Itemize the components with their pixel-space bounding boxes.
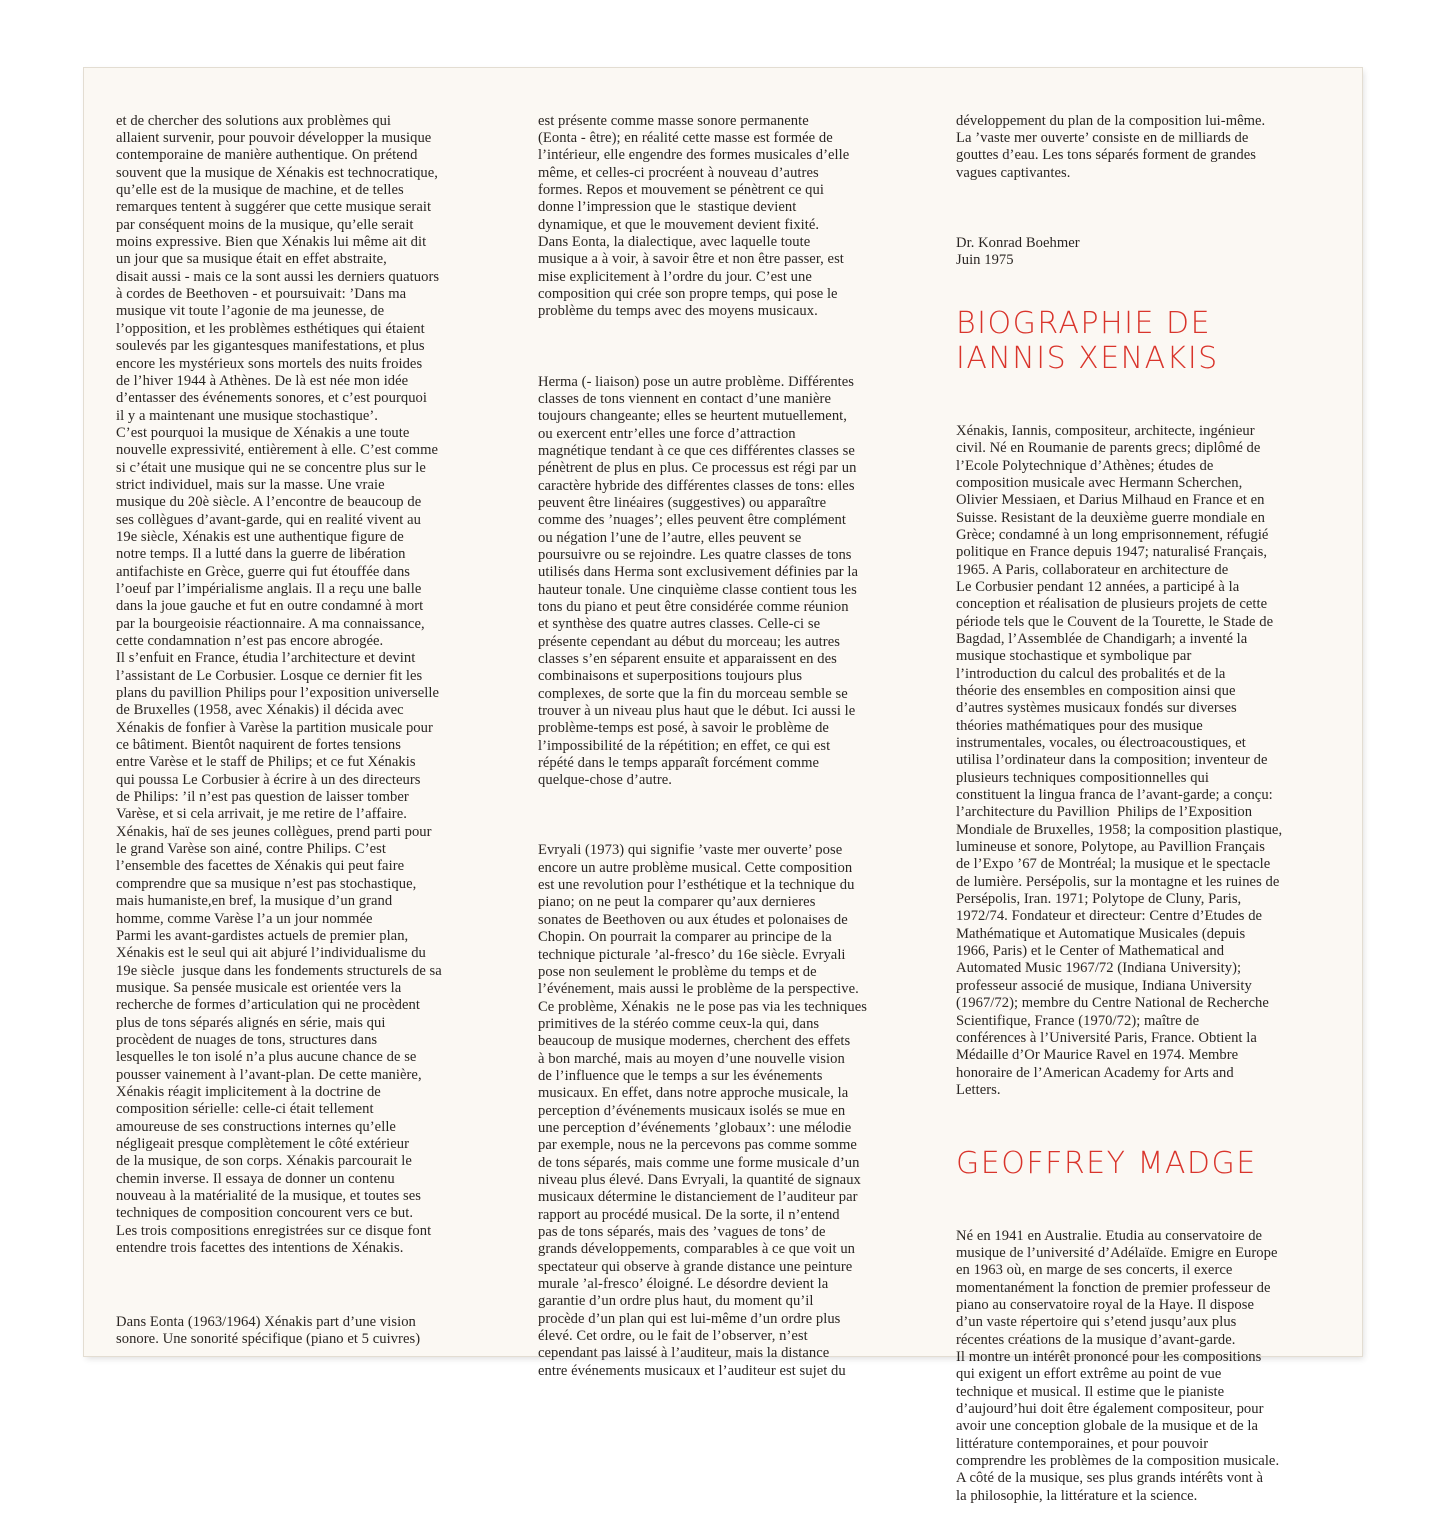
essay-paragraph-eonta: est présente comme masse sonore permanente (Eonta - être); en réalité cette masse est formée de l’intérieur, elle engendre des formes musicales d’elle même, et celles-ci procréent à nouveau d’autres formes. Repos et mouvement se pénètrent ce qui donne l’impression que le stastique devient dynamique, et que le mouvement devient fixité. Dans Eonta, la dialectique, avec laquelle toute musique a à voir, à savoir être et non être passer, est mise explicitement à l’ordre du jour. C’est une composition qui crée son propre temps, qui pose le problème du temps avec des moyens musicaux. xyxy=(538,112,850,320)
biography-text: Xénakis, Iannis, compositeur, architecte, ingénieur civil. Né en Roumanie de parents grecs; diplômé de l’Ecole Polytechnique d’Athènes; études de composition musicale avec Hermann Scherchen, Olivier Messiaen, et Darius Milhaud en France et en Suisse. Resistant de la deuxième guerre mondiale en Grèce; condamné à un long emprisonnement, réfugié politique en France depuis 1947; naturalisé Français, 1965. A Paris, collaborateur en architecture de Le Corbusier pendant 12 années, a participé à la conception et réalisation de plusieurs projets de cette période tels que le Couvent de la Tourette, le Stade de Bagdad, l’Assemblée de Chandigarh; a inventé la musique stochastique et symbolique par l’introduction du calcul des probalités et de la théorie des ensembles en composition ainsi que d’autres systèmes musicaux fondés sur diverses théories mathématiques pour des musique instrumentales, vocales, ou électroacoustiques, et utilisa l’ordinateur dans la composition; inventeur de plusieurs techniques compositionnelles qui constituent la lingua franca de l’avant-garde; a conçu: l’architecture du Pavillion Philips de l’Exposition Mondiale de Bruxelles, 1958; la composition plastique, lumineuse et sonore, Polytope, au Pavillion Français de l’Expo ’67 de Montréal; la musique et le spectacle de lumière. Persépolis, sur la montagne et les ruines de Persépolis, Iran. 1971; Polytope de Cluny, Paris, 1972/74. Fondateur et directeur: Centre d’Etudes de Mathématique et Automatique Musicales (depuis 1966, Paris) et le Center of Mathematical and Automated Music 1967/72 (Indiana University); professeur associé de musique, Indiana University (1967/72); membre du Centre National de Recherche Scientifique, France (1970/72); maître de conférences à l’Université Paris, France. Obtient la Médaille d’Or Maurice Ravel en 1974. Membre honoraire de l’American Academy for Arts and Letters. xyxy=(956,422,1283,1098)
essay-paragraph-conclusion: développement du plan de la composition lui-même. La ’vaste mer ouverte’ consiste en de milliards de gouttes d’eau. Les tons séparés forment de grandes vagues captivantes. xyxy=(956,112,1266,181)
text-column-right xyxy=(956,78,1346,1540)
essay-paragraph-herma: Herma (- liaison) pose un autre problème. Différentes classes de tons viennent en contact d’une manière toujours changeante; elles se heurtent mutuellement, ou exercent entr’elles une force d’attraction magnétique tendant à ce que ces différentes classes se pénètrent de plus en plus. Ce processus est régi par un caractère hybride des différentes classes de tons: elles peuvent être linéaires (suggestives) ou apparaître comme des ’nuages’; elles peuvent être complément ou négation l’une de l’autre, elles peuvent se poursuivre ou se rejoindre. Les quatre classes de tons utilisés dans Herma sont exclusivement définies par la hauteur tonale. Une cinquième classe contient tous les tons du piano et peut être considérée comme réunion et synthèse des quatre autres classes. Celle-ci se présente cependant au début du morceau; les autres classes s’en séparent ensuite et apparaissent en des combinaisons et superpositions toujours plus complexes, de sorte que la fin du morceau semble se trouver à un niveau plus haut que le début. Ici aussi le problème-temps est posé, à savoir le problème de l’impossibilité de la répétition; en effet, ce qui est répété dans le temps apparaît forcément comme quelque-chose d’autre. xyxy=(538,373,859,789)
performer-heading: GEOFFREY MADGE xyxy=(956,1145,1257,1181)
text-column-left xyxy=(116,78,511,1383)
liner-notes-sheet xyxy=(84,68,1362,1504)
essay-paragraph-eonta-intro: Dans Eonta (1963/1964) Xénakis part d’une vision sonore. Une sonorité spécifique (piano et 5 cuivres) xyxy=(116,1314,421,1348)
essay-paragraph-continuation: et de chercher des solutions aux problèmes qui allaient survenir, pour pouvoir développer la musique contemporaine de manière authentique. On prétend souvent que la musique de Xénakis est technocratique, qu’elle est de la musique de machine, et de telles remarques tentent à suggérer que cette musique serait par conséquent moins de la musique, qu’elle serait moins expressive. Bien que Xénakis lui même ait dit un jour que sa musique était en effet abstraite, disait aussi - mais ce la sont aussi les derniers quatuors à cordes de Beethoven - et poursuivait: ’Dans ma musique vit toute l’agonie de ma jeunesse, de l’opposition, et les problèmes esthétiques qui étaient soulevés par les gigantesques manifestations, et plus encore les mystérieux sons mortels des nuits froides de l’hiver 1944 à Athènes. De là est née mon idée d’entasser des événements sonores, et c’est pourquoi il y a maintenant une musique stochastique’. C’est pourquoi la musique de Xénakis a une toute nouvelle expressivité, entièrement à elle. C’est comme si c’était une musique qui ne se concentre plus sur le strict individuel, mais sur la masse. Une vraie musique du 20è siècle. A l’encontre de beaucoup de ses collègues d’avant-garde, qui en realité vivent au 19e siècle, Xénakis est une authentique figure de notre temps. Il a lutté dans la guerre de libération antifachiste en Grèce, guerre qui fut étouffée dans l’oeuf par l’impérialisme anglais. Il a reçu une balle dans la joue gauche et fut en outre condamné à mort par la bourgeoisie réactionnaire. A ma connaissance, cette condamnation n’est pas encore abrogée. Il s’enfuit en France, étudia l’architecture et devint l’assistant de Le Corbusier. Losque ce dernier fit les plans du pavillion Philips pour l’exposition universelle de Bruxelles (1958, avec Xénakis) il décida avec Xénakis de fonfier à Varèse la partition musicale pour ce bâtiment. Bientôt naquirent de fortes tensions entre Varèse et le staff de Philips; et ce fut Xénakis qui poussa Le Corbusier à écrire à un des directeurs de Philips: ’il n’est pas question de laisser tomber Varèse, et si cela arrivait, je me retire de l’affaire. Xénakis, haï de ses jeunes collègues, prend parti pour le grand Varèse son ainé, contre Philips. C’est l’ensemble des facettes de Xénakis qui peut faire comprendre que sa musique n’est pas stochastique, mais humaniste,en bref, la musique d’un grand homme, comme Varèse l’a un jour nommée Parmi les avant-gardistes actuels de premier plan, Xénakis est le seul qui ait abjuré l’individualisme du 19e siècle jusque dans les fondements structurels de sa musique. Sa pensée musicale est orientée vers la recherche de formes d’articulation qui ne procèdent plus de tons séparés alignés en série, mais qui procèdent de nuages de tons, structures dans lesquelles le ton isolé n’a plus aucune chance de se pousser vainement à l’avant-plan. De cette manière, Xénakis réagit implicitement à la doctrine de composition sérielle: celle-ci était tellement amoureuse de ses constructions internes qu’elle négligeait presque complètement le côté extérieur de la musique, de son corps. Xénakis parcourait le chemin inverse. Il essaya de donner un contenu nouveau à la matérialité de la musique, et toutes ses techniques de composition concourent vers ce but. Les trois compositions enregistrées sur ce disque font entendre trois facettes des intentions de Xénakis. xyxy=(116,112,442,1257)
author-signature: Dr. Konrad Boehmer Juin 1975 xyxy=(956,234,1080,269)
biography-heading: BIOGRAPHIE DE IANNIS XENAKIS xyxy=(956,306,1219,377)
text-column-middle xyxy=(538,78,918,1415)
essay-paragraph-evryali: Evryali (1973) qui signifie ’vaste mer ouverte’ pose encore un autre problème musical. Cette composition est une revolution pour l’esthétique et la technique du piano; on ne peut la comparer qu’aux dernieres sonates de Beethoven ou aux études et polonaises de Chopin. On pourrait la comparer au principe de la technique picturale ’al-fresco’ du 16e siècle. Evryali pose non seulement le problème du temps et de l’événement, mais aussi le problème de la perspective. Ce problème, Xénakis ne le pose pas via les techniques primitives de la stéréo comme ceux-la qui, dans beaucoup de musique modernes, cherchent des effets à bon marché, mais au moyen d’une nouvelle vision de l’influence que le temps a sur les événements musicaux. En effet, dans notre approche musicale, la perception d’événements musicaux isolés se mue en une perception d’événements ’globaux’: une mélodie par exemple, nous ne la percevons pas comme somme de tons séparés, mais comme une forme musicale d’un niveau plus élevé. Dans Evryali, la quantité de signaux musicaux détermine le distanciement de l’auditeur par rapport au procédé musical. De la sorte, il n’entend pas de tons séparés, mais des ’vagues de tons’ de grands développements, comparables à ce que voit un spectateur qui observe à grande distance une peinture murale ’al-fresco’ éloigné. Le désordre devient la garantie d’un ordre plus haut, du moment qu’il procède d’un plan qui est lui-même d’un ordre plus élevé. Cet ordre, ou le fait de l’observer, n’est cependant pas laissé à l’auditeur, mais la distance entre événements musicaux et l’auditeur est sujet du xyxy=(538,842,867,1379)
performer-biography-text: Né en 1941 en Australie. Etudia au conservatoire de musique de l’université d’Adélaïde. Emigre en Europe en 1963 où, en marge de ses concerts, il exerce momentanément la fonction de premier professeur de piano au conservatoire royal de la Haye. Il dispose d’un vaste répertoire qui s’etend jusqu’aux plus récentes créations de la musique d’avant-garde. Il montre un intérêt prononcé pour les compositions qui exigent un effort extrême au point de vue technique et musical. Il estime que le pianiste d’aujourd’hui doit être également compositeur, pour avoir une conception globale de la musique et de la littérature contemporaines, et pour pouvoir comprendre les problèmes de la composition musicale. A côté de la musique, ses plus grands intérêts vont à la philosophie, la littérature et la science. xyxy=(956,1227,1280,1504)
